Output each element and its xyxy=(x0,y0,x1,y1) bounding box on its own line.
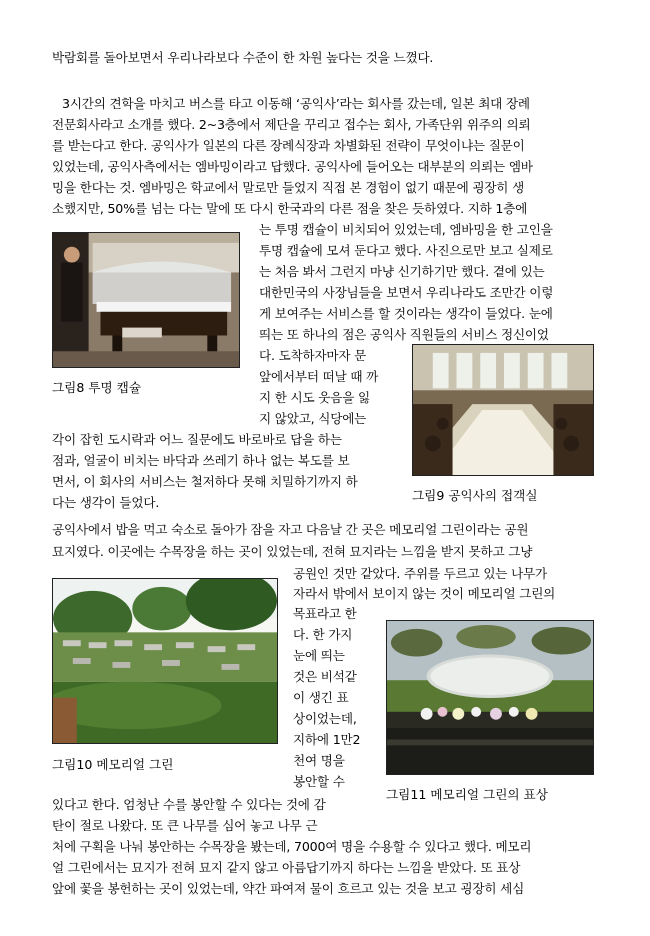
para1-line-10: 대한민국의 사장님들을 보면서 우리나라도 조만간 이렇 xyxy=(259,285,554,300)
para1-line-14: 앞에서부터 떠날 때 까 xyxy=(259,369,379,384)
para2-line-3: 공원인 것만 같았다. 주위를 두르고 있는 나무가 xyxy=(293,566,547,581)
para1-line-12: 띄는 또 하나의 점은 공익사 직원들의 서비스 정신이었 xyxy=(259,327,549,342)
para1-line-8: 투명 캡슐에 모셔 둔다고 했다. 사진으로만 보고 실제로 xyxy=(259,243,553,258)
para1-line-2: 전문회사라고 소개를 했다. 2~3층에서 제단을 꾸리고 접수는 회사, 가족단위 위주의 의뢰 xyxy=(52,117,531,132)
fig8-caption: 그림8 투명 캡슐 xyxy=(52,380,142,395)
para1-line-9: 는 처음 봐서 그런지 마냥 신기하기만 했다. 곁에 있는 xyxy=(259,264,545,279)
para2-line-16: 처에 구획을 나눠 봉안하는 수목장을 봤는데, 7000여 명을 수용할 수 있다고 했다. 메모리 xyxy=(52,839,532,854)
para2-line-1: 공익사에서 밥을 먹고 숙소로 돌아가 잠을 자고 다음날 간 곳은 메모리얼 그린이라는 공원 xyxy=(52,522,529,537)
para2-line-4: 자라서 밖에서 보이지 않는 것이 메모리얼 그린의 xyxy=(293,586,556,601)
para1-line-19: 면서, 이 회사의 서비스는 철저하다 못해 치밀하기까지 하 xyxy=(52,474,358,489)
para1-line-4: 있었는데, 공익사측에서는 엠바밍이라고 답했다. 공익사에 들어오는 대부분의 의뢰는 엠바 xyxy=(52,159,533,174)
para2-line-13: 봉안할 수 xyxy=(293,774,345,789)
para2-line-10: 상이었는데, xyxy=(293,711,357,726)
fig11-caption: 그림11 메모리얼 그린의 표상 xyxy=(386,787,548,802)
fig9-caption: 그림9 공익사의 접객실 xyxy=(412,488,538,503)
para1-line-17: 각이 잡힌 도시락과 어느 질문에도 바로바로 답을 하는 xyxy=(52,432,342,447)
para1-line-20: 다는 생각이 들었다. xyxy=(52,495,160,510)
para2-line-11: 지하에 1만2 xyxy=(293,732,361,747)
para1-line-7: 는 투명 캡슐이 비치되어 있었는데, 엠바밍을 한 고인을 xyxy=(259,222,553,237)
para2-line-12: 천여 명을 xyxy=(293,753,345,768)
para2-line-8: 것은 비석같 xyxy=(293,669,357,684)
para1-line-11: 게 보여주는 서비스를 할 것이라는 생각이 들었다. 눈에 xyxy=(259,306,553,321)
fig11-photo xyxy=(386,620,594,775)
fig10-photo xyxy=(52,578,278,744)
para1-line-5: 밍을 한다는 것. 엠바밍은 학교에서 말로만 들었지 직접 본 경험이 없기 때문에 굉장히 생 xyxy=(52,180,525,195)
para2-line-15: 탄이 절로 나왔다. 또 큰 나무를 심어 놓고 나무 근 xyxy=(52,818,318,833)
para1-line-15: 지 한 시도 웃음을 잃 xyxy=(259,390,370,405)
para2-line-14: 있다고 한다. 엄청난 수를 봉안할 수 있다는 것에 감 xyxy=(52,797,326,812)
fig9-photo xyxy=(412,344,594,476)
para1-line-3: 를 받는다고 한다. 공익사가 일본의 다른 장례식장과 차별화된 전략이 무엇이냐는 질문이 xyxy=(52,138,525,153)
intro-line: 박람회를 돌아보면서 우리나라보다 수준이 한 차원 높다는 것을 느꼈다. xyxy=(52,50,434,65)
fig10-caption: 그림10 메모리얼 그린 xyxy=(52,757,174,772)
para2-line-7: 눈에 띄는 xyxy=(293,648,345,663)
para2-line-18: 앞에 꽃을 봉헌하는 곳이 있었는데, 약간 파여져 물이 흐르고 있는 것을 보고 굉장히 세심 xyxy=(52,881,525,896)
para1-line-16: 지 않았고, 식당에는 xyxy=(259,411,367,426)
para2-line-9: 이 생긴 표 xyxy=(293,690,349,705)
para2-line-5: 목표라고 한 xyxy=(293,606,357,621)
para1-line-1: 3시간의 견학을 마치고 버스를 타고 이동해 ‘공익사’라는 회사를 갔는데, 일본 최대 장례 xyxy=(62,96,530,111)
para1-line-6: 소했지만, 50%를 넘는 다는 말에 또 다시 한국과의 다른 점을 찾은 듯하였다. 지하 1층에 xyxy=(52,201,528,216)
fig8-photo xyxy=(52,232,240,368)
para2-line-17: 얼 그린에서는 묘지가 전혀 묘지 같지 않고 아름답기까지 하다는 느낌을 받았다. 또 표상 xyxy=(52,860,521,875)
para1-line-13: 다. 도착하자마자 문 xyxy=(259,348,367,363)
para2-line-2: 묘지였다. 이곳에는 수목장을 하는 곳이 있었는데, 전혀 묘지라는 느낌을 받지 못하고 그냥 xyxy=(52,544,533,559)
para2-line-6: 다. 한 가지 xyxy=(293,627,353,642)
para1-line-18: 점과, 얼굴이 비치는 바닥과 쓰레기 하나 없는 복도를 보 xyxy=(52,453,350,468)
